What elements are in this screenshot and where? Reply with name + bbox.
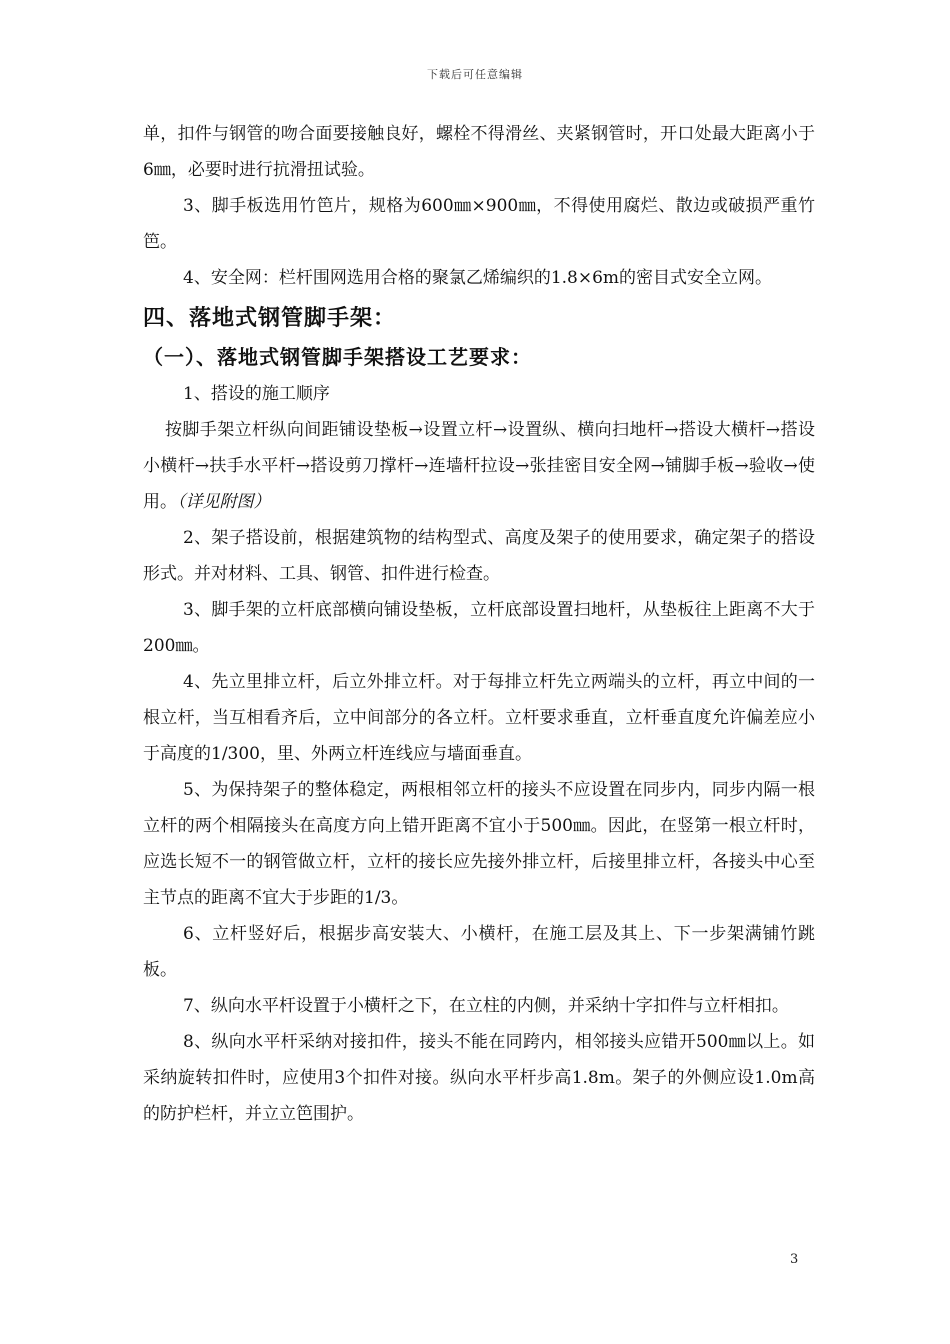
page-number: 3 [790, 1252, 799, 1267]
item-5: 5、为保持架子的整体稳定，两根相邻立杆的接头不应设置在同步内，同步内隔一根立杆的两个相隔接头在高度方向上错开距离不宜小于500㎜。因此，在竖第一根立杆时，应选长短不一的钢管做立杆，立杆的接长应先接外排立杆，后接里排立杆，各接头中心至主节点的距离不宜大于步距的1/3。 [143, 780, 815, 908]
item-8: 8、纵向水平杆采纳对接扣件，接头不能在同跨内，相邻接头应错开500㎜以上。如采纳旋转扣件时，应使用3个扣件对接。纵向水平杆步高1.8m。架子的外侧应设1.0m高的防护栏杆，并立立笆围护。 [143, 1032, 815, 1124]
paragraph-scaffold-board: 3、脚手板选用竹笆片，规格为600㎜×900㎜，不得使用腐烂、散边或破损严重竹笆。 [143, 196, 815, 252]
item-1-body [143, 412, 815, 520]
subsection-heading: （一）、落地式钢管脚手架搭设工艺要求： [143, 345, 532, 369]
paragraph-safety-net: 4、安全网：栏杆围网选用合格的聚氯乙烯编织的1.8×6m的密目式安全立网。 [183, 268, 773, 288]
page-header: 下载后可任意编辑 [427, 68, 523, 81]
item-4: 4、先立里排立杆，后立外排立杆。对于每排立杆先立两端头的立杆，再立中间的一根立杆，当互相看齐后，立中间部分的各立杆。立杆要求垂直，立杆垂直度允许偏差应小于高度的1/300，里、外两立杆连线应与墙面垂直。 [143, 672, 815, 764]
section-heading: 四、落地式钢管脚手架： [143, 305, 397, 331]
paragraph-fastener-continued: 单，扣件与钢管的吻合面要接触良好，螺栓不得滑丝、夹紧钢管时，开口处最大距离小于6㎜，必要时进行抗滑扭试验。 [143, 124, 815, 180]
item-6: 6、立杆竖好后，根据步高安装大、小横杆，在施工层及其上、下一步架满铺竹跳板。 [143, 924, 815, 980]
item-3: 3、脚手架的立杆底部横向铺设垫板，立杆底部设置扫地杆，从垫板往上距离不大于200㎜。 [143, 600, 815, 656]
item-1-body-text: 按脚手架立杆纵向间距铺设垫板→设置立杆→设置纵、横向扫地杆→搭设大横杆→搭设小横杆→扶手水平杆→搭设剪刀撑杆→连墙杆拉设→张挂密目安全网→铺脚手板→验收→使用。 [143, 420, 815, 512]
document-body [143, 116, 815, 1132]
item-1-title: 1、搭设的施工顺序 [183, 384, 330, 404]
item-2: 2、架子搭设前，根据建筑物的结构型式、高度及架子的使用要求，确定架子的搭设形式。并对材料、工具、钢管、扣件进行检查。 [143, 528, 815, 584]
item-7: 7、纵向水平杆设置于小横杆之下，在立柱的内侧，并采纳十字扣件与立杆相扣。 [183, 996, 789, 1016]
item-1-note: （详见附图） [177, 492, 271, 512]
